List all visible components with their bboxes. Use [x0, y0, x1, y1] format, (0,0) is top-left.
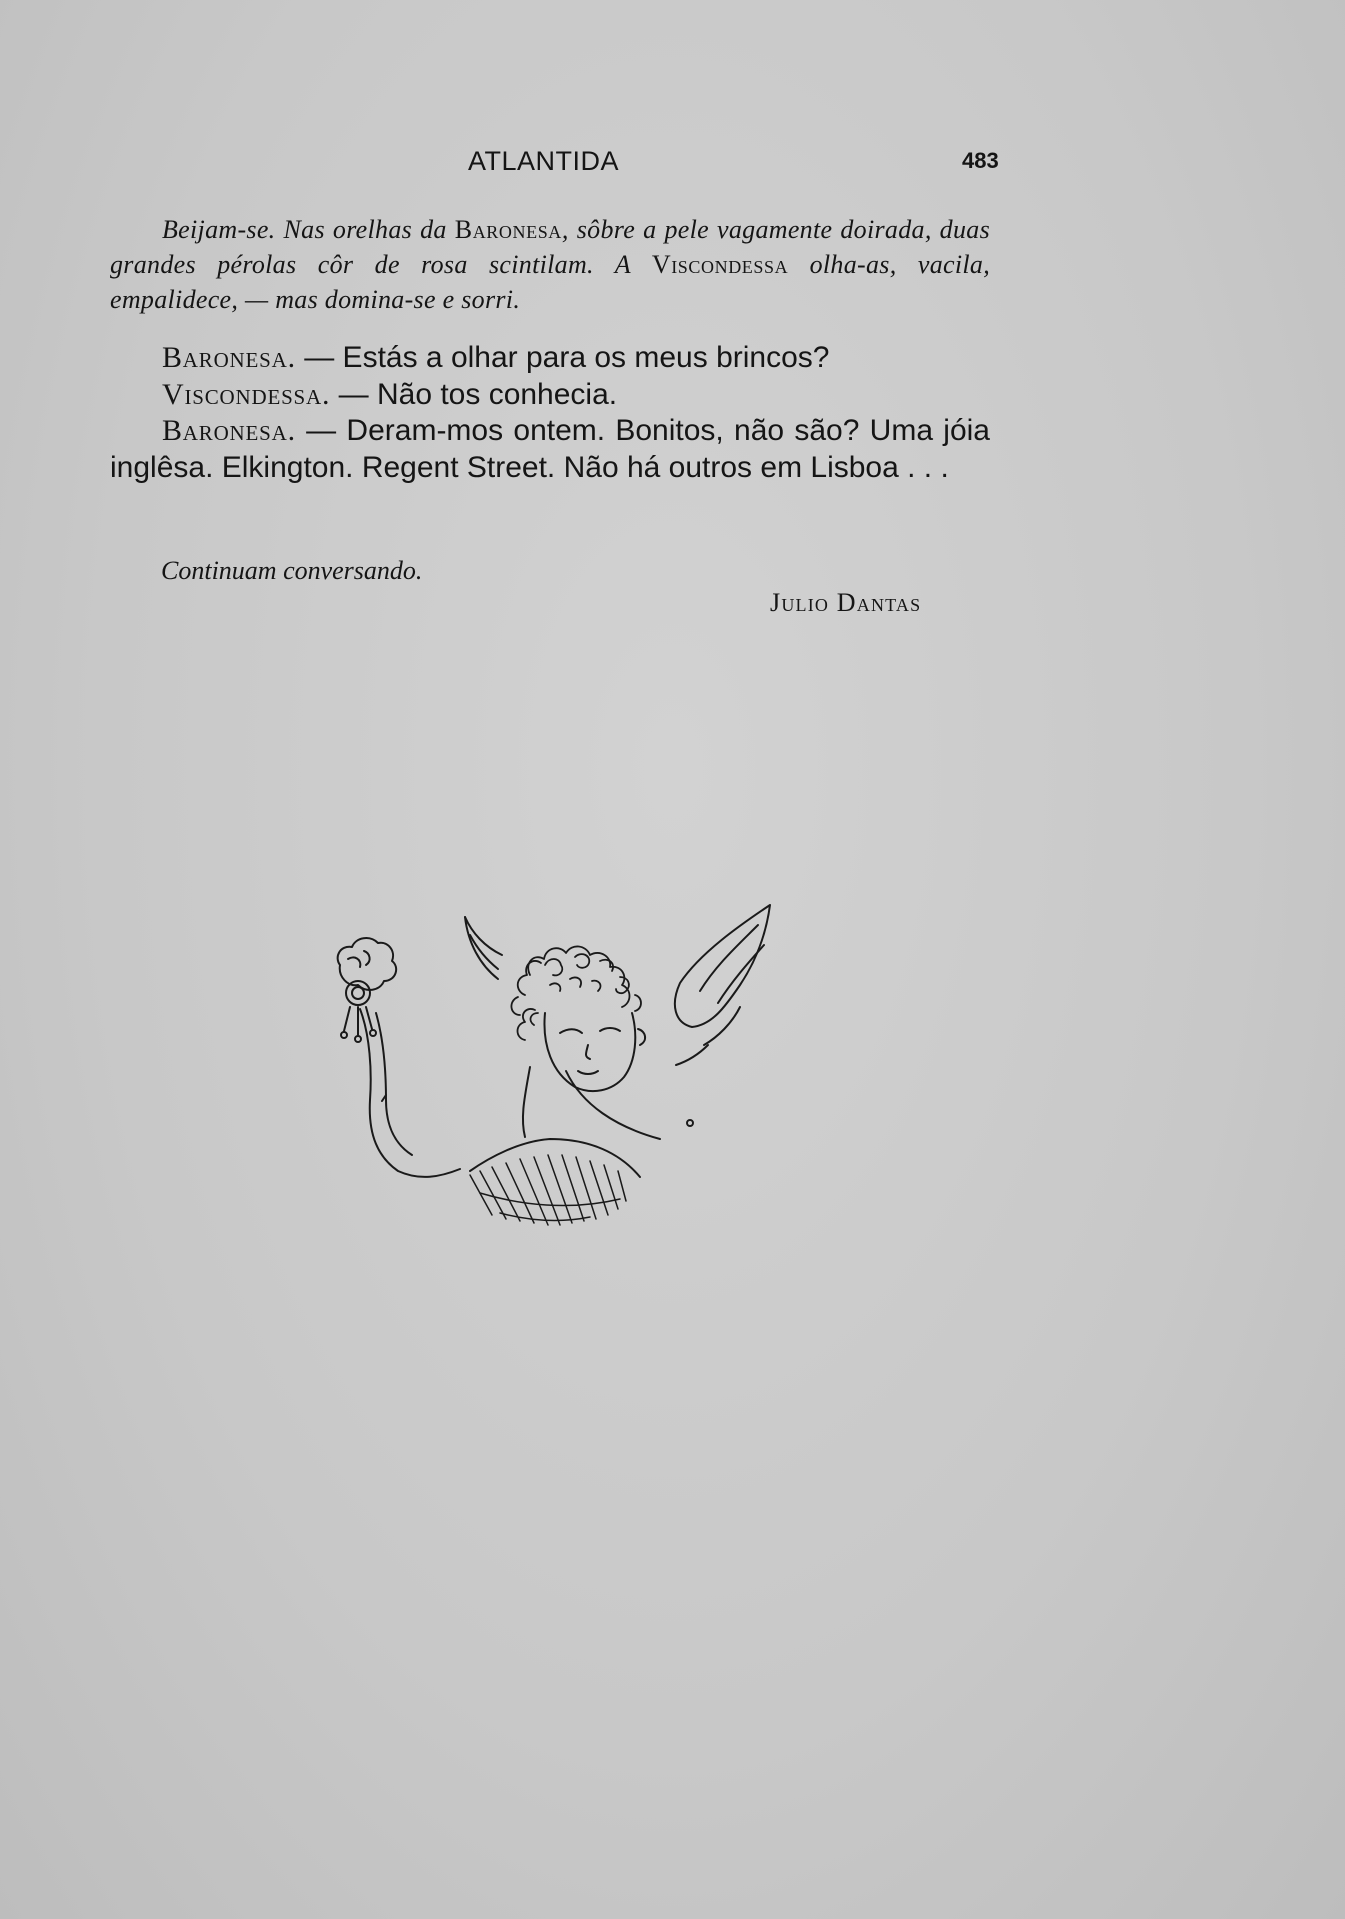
character-name-viscondessa: Viscondessa [651, 250, 789, 279]
cherub-face [544, 1013, 645, 1091]
stage-direction [110, 212, 990, 317]
closing-stage-direction: Continuam conversando. [161, 556, 423, 585]
character-name-baronesa: Baronesa [454, 215, 562, 244]
dialogue-line [110, 377, 990, 414]
cherub-illustration [320, 895, 780, 1275]
earring-pendant [338, 938, 397, 1042]
curly-hair [511, 946, 641, 1040]
dialogue-line [110, 340, 990, 377]
speech-text: — Deram-mos ontem. Bonitos, não são? Uma jóia inglêsa. Elkington. Regent Street. Não há outros em Lisboa . . . [110, 414, 990, 484]
page-number: 483 [962, 148, 999, 173]
author-signature: Julio Dantas [770, 588, 922, 617]
speaker-name: Baronesa. [162, 414, 296, 447]
stage-text-1: Beijam-se. Nas orelhas da [162, 215, 455, 244]
running-head [0, 146, 1345, 186]
running-title: ATLANTIDA [468, 146, 620, 176]
dialogue [110, 340, 990, 486]
speech-text: — Estás a olhar para os meus brincos? [295, 341, 830, 374]
right-wing [675, 905, 770, 1065]
speaker-name: Viscondessa. [162, 377, 331, 411]
cherub-body [470, 1067, 693, 1177]
stage-text-2: , sôbre a pele vagamente doirada, duas grandes pérolas côr de rosa scintilam. A [110, 215, 990, 279]
stage-text-3: olha-as, vacila, empalidece, — mas domina-se e sorri. [110, 250, 990, 314]
speech-text: — Não tos conhecia. [330, 377, 618, 411]
left-wing [465, 917, 502, 979]
dialogue-line [110, 413, 990, 486]
speaker-name: Baronesa. [162, 341, 296, 374]
drapery [470, 1155, 626, 1225]
